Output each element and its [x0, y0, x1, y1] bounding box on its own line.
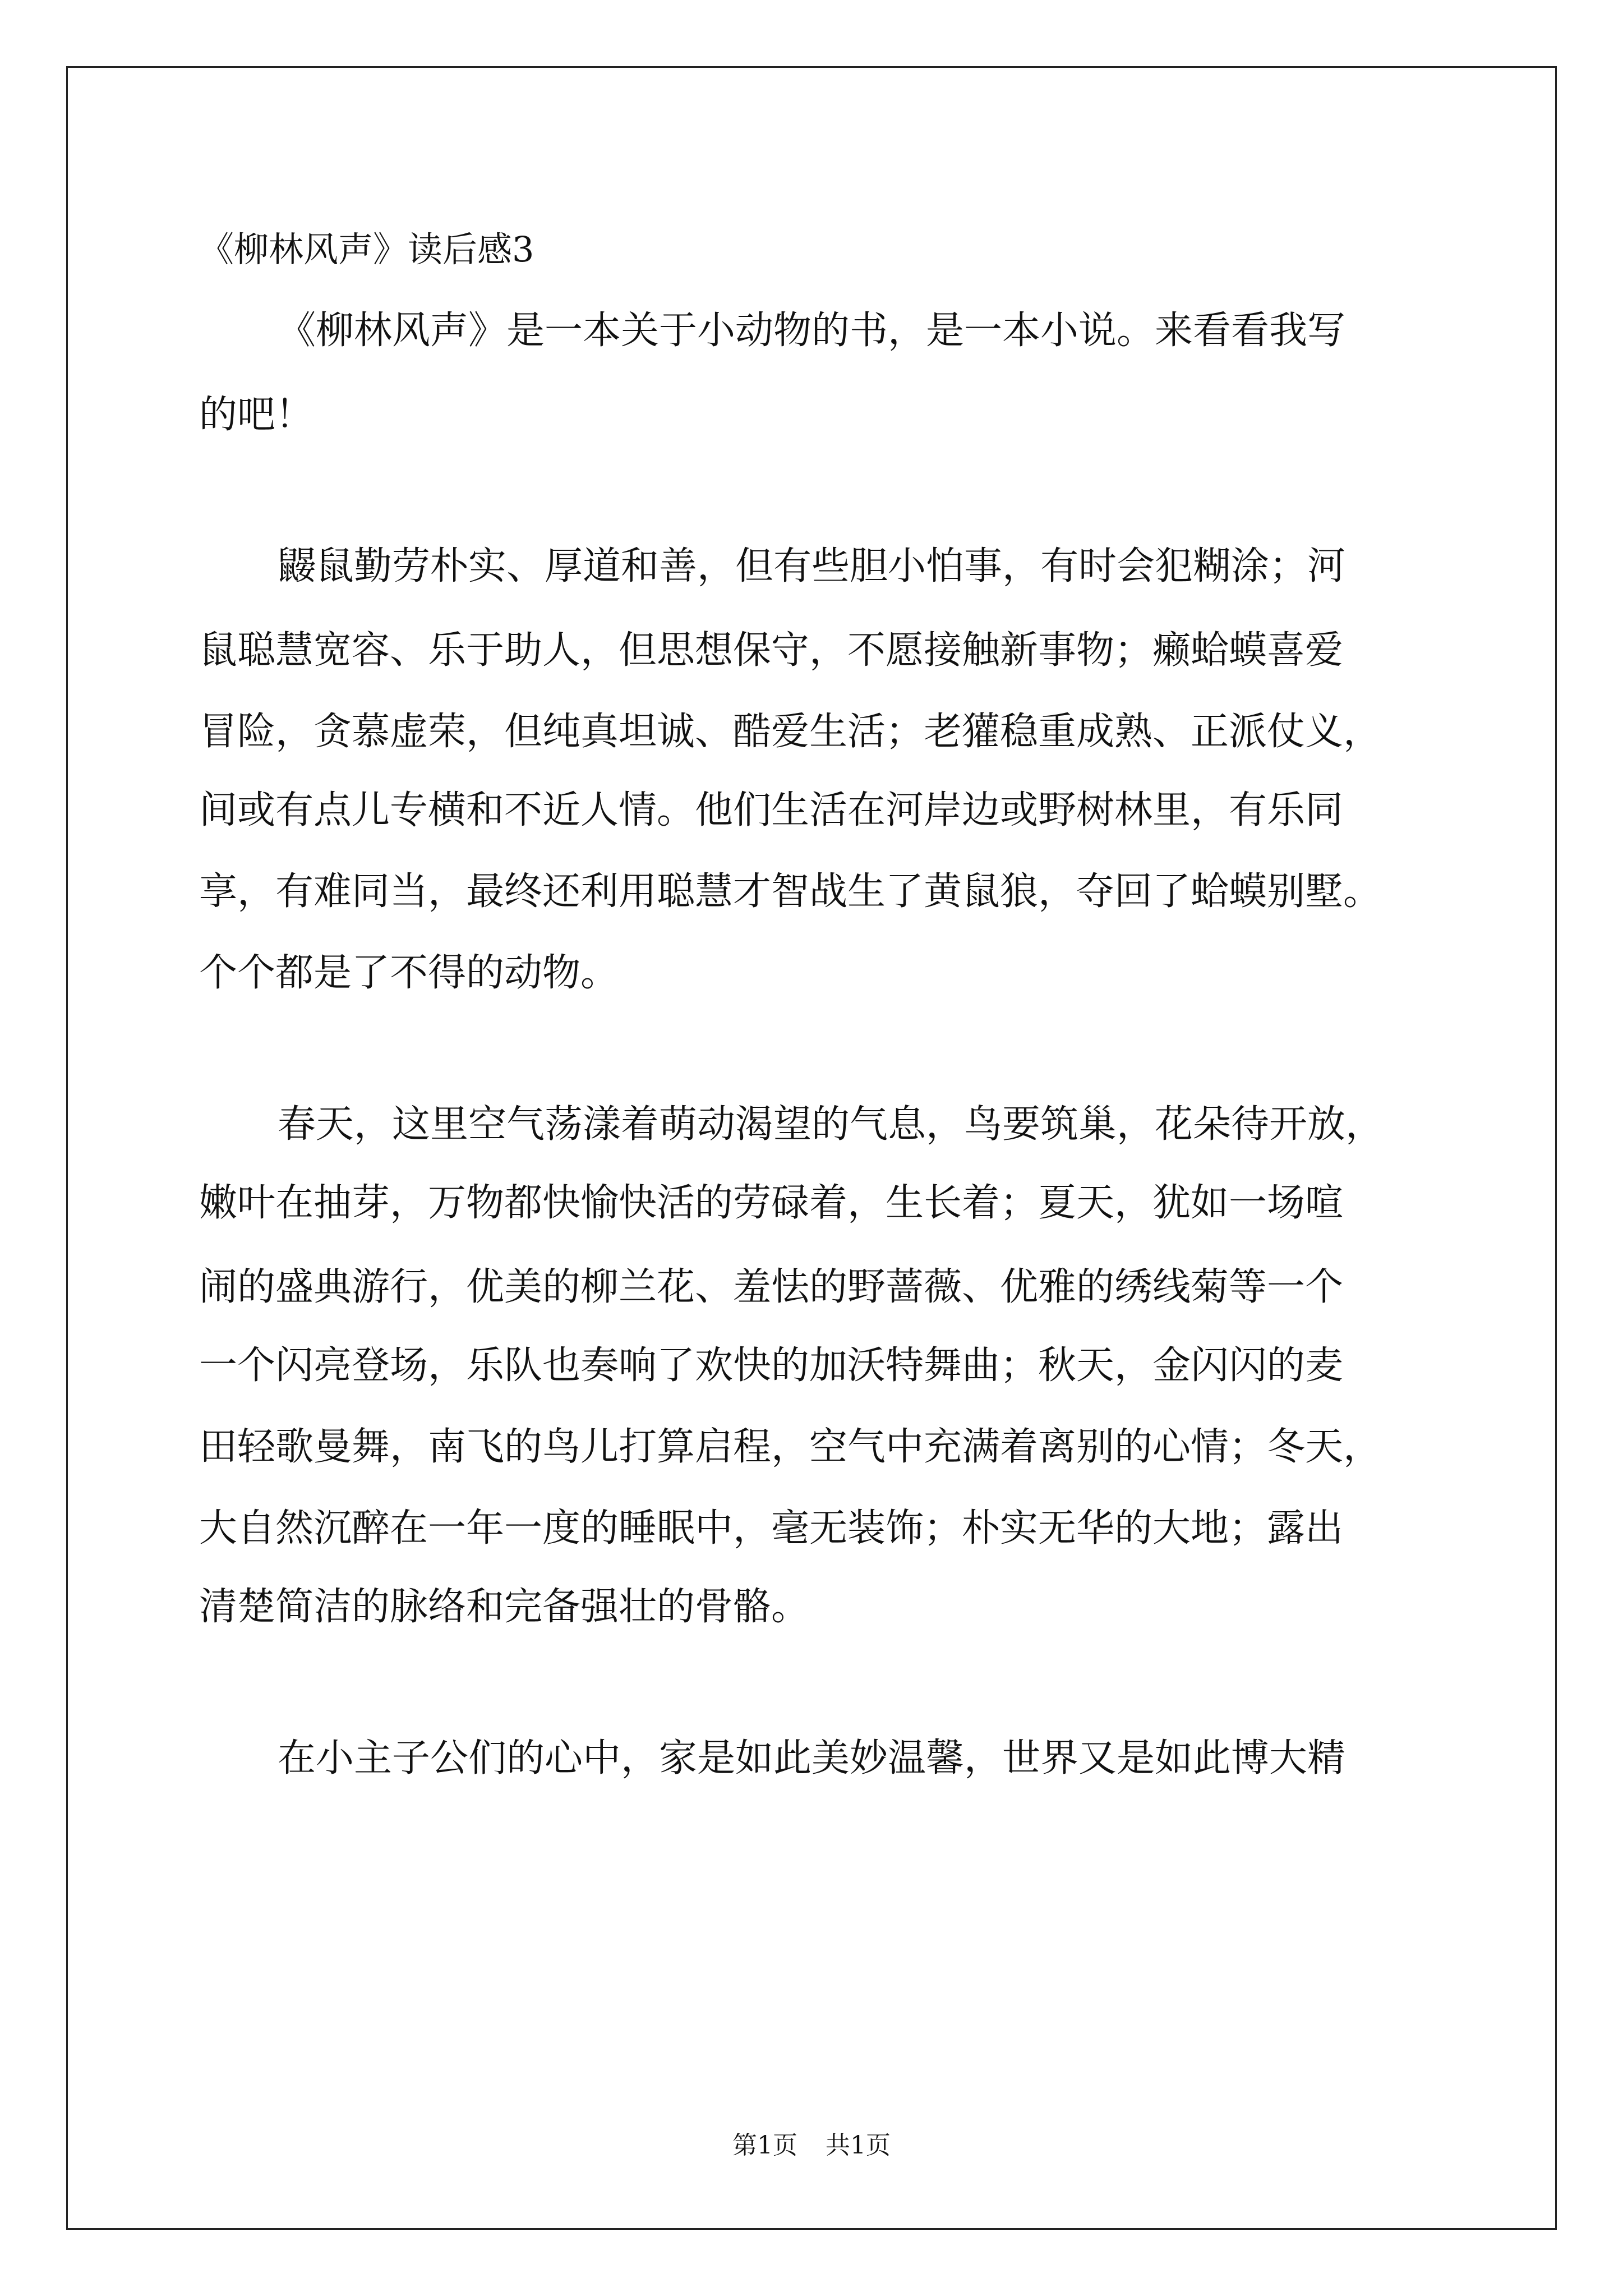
text-line: 个个都是了不得的动物。 [199, 951, 619, 995]
text-line: 闹的盛典游行，优美的柳兰花、羞怯的野蔷薇、优雅的绣线菊等一个 [199, 1265, 1344, 1309]
text-line: 田轻歌曼舞，南飞的鸟儿打算启程，空气中充满着离别的心情；冬天， [199, 1425, 1382, 1469]
page-number: 第1页 [732, 2131, 797, 2160]
text-line: 清楚简洁的脉络和完备强壮的骨骼。 [199, 1585, 810, 1629]
text-line: 春天，这里空气荡漾着萌动渴望的气息，鸟要筑巢，花朵待开放， [278, 1102, 1384, 1147]
text-line: 嫩叶在抽芽，万物都快愉快活的劳碌着，生长着；夏天，犹如一场喧 [199, 1181, 1344, 1225]
text-line: 间或有点儿专横和不近人情。他们生活在河岸边或野树林里，有乐同 [199, 788, 1344, 832]
text-line: 在小主子公们的心中，家是如此美妙温馨，世界又是如此博大精 [278, 1736, 1346, 1780]
page-footer [0, 2129, 1623, 2162]
text-line: 鼹鼠勤劳朴实、厚道和善，但有些胆小怕事，有时会犯糊涂；河 [278, 544, 1346, 588]
document-title: 《柳林风声》读后感3 [199, 229, 534, 270]
text-line: 一个闪亮登场，乐队也奏响了欢快的加沃特舞曲；秋天，金闪闪的麦 [199, 1343, 1344, 1388]
page-total: 共1页 [826, 2131, 891, 2160]
text-line: 的吧！ [199, 393, 314, 437]
text-line: 冒险，贪慕虚荣，但纯真坦诚、酷爱生活；老獾稳重成熟、正派仗义， [199, 710, 1382, 754]
text-line: 鼠聪慧宽容、乐于助人，但思想保守，不愿接触新事物；癞蛤蟆喜爱 [199, 628, 1344, 673]
text-line: 《柳林风声》是一本关于小动物的书，是一本小说。来看看我写 [278, 309, 1346, 353]
text-line: 享，有难同当，最终还利用聪慧才智战生了黄鼠狼，夺回了蛤蟆别墅。 [199, 869, 1382, 914]
text-line: 大自然沉醉在一年一度的睡眠中，毫无装饰；朴实无华的大地；露出 [199, 1506, 1344, 1550]
